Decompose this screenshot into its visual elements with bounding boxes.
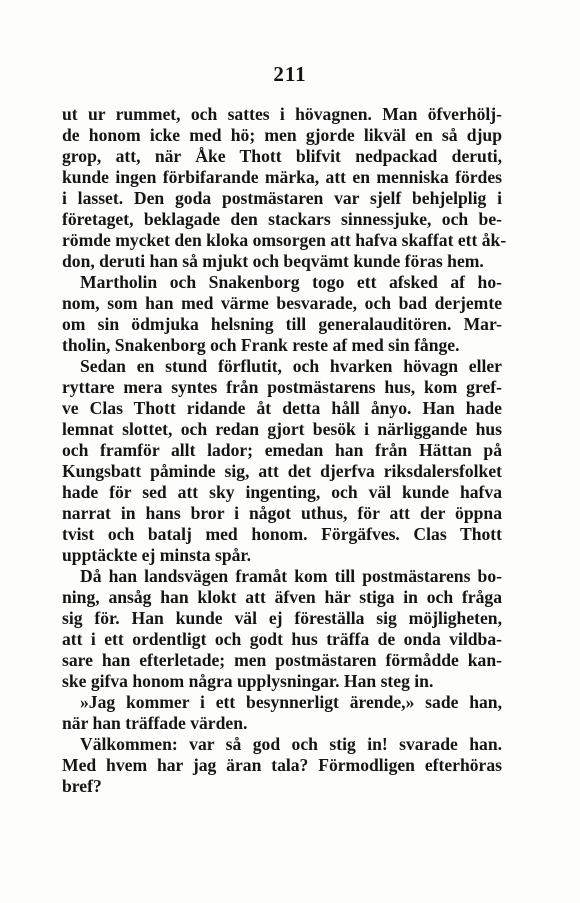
text-line: Välkommen: var så god och stig in! svarade han. [80,734,502,754]
text-line: ut ur rummet, och sattes i hövagnen. Man öfverhölj- [62,104,502,124]
text-line: Martholin och Snakenborg togo ett afsked af ho- [80,272,502,292]
text-line: när han träffade värden. [62,713,248,733]
text-line: ske gifva honom några upplysningar. Han steg in. [62,671,434,691]
text-line: tvist och batalj med honom. Förgäfves. Clas Thott [62,524,502,544]
text-line: Då han landsvägen framåt kom till postmästarens bo- [80,566,502,586]
text-line: att i ett ordentligt och godt hus träffa de onda vildba- [62,629,502,649]
text-line: Med hvem har jag äran tala? Förmodligen efterhöras [62,755,502,775]
text-line: grop, att, när Åke Thott blifvit nedpackad deruti, [62,146,502,166]
text-line: ve Clas Thott ridande åt detta håll ånyo. Han hade [62,398,502,418]
text-line: de honom icke med hö; men gjorde likväl en så djup [62,125,502,145]
text-line: bref? [62,776,102,796]
text-line: Sedan en stund förflutit, och hvarken hövagn eller [80,356,502,376]
text-line: sig för. Han kunde väl ej föreställa sig möjligheten, [62,608,502,628]
text-line: lemnat slottet, och redan gjort besök i närliggande hus [62,419,502,439]
page-number: 211 [273,62,307,86]
text-line: römde mycket den kloka omsorgen att hafva skaffat ett åk- [62,230,507,250]
text-line: don, deruti han så mjukt och beqvämt kunde föras hem. [62,251,484,271]
text-line: Kungsbatt påminde sig, att det djerfva riksdalersfolket [62,461,502,481]
body-text [62,104,507,797]
text-line: hade för sed att sky ingenting, och väl kunde hafva [62,482,502,502]
text-line: ryttare mera syntes från postmästarens hus, kom gref- [62,377,502,397]
text-line: »Jag kommer i ett besynnerligt ärende,» sade han, [80,692,502,712]
text-line: nom, som han med värme besvarade, och bad derjemte [62,293,502,313]
text-line: upptäckte ej minsta spår. [62,545,251,565]
text-line: kunde ingen förbifarande märka, att en menniska fördes [62,167,502,187]
text-line: företaget, beklagade den stackars sinnessjuke, och be- [62,209,502,229]
text-line: narrat in hans bror i något uthus, för att der öppna [62,503,502,523]
text-line: sare han efterletade; men postmästaren förmådde kan- [62,650,502,670]
text-line: tholin, Snakenborg och Frank reste af med sin fånge. [62,335,460,355]
text-line: ning, ansåg han klokt att äfven här stiga in och fråga [62,587,502,607]
text-line: om sin ödmjuka helsning till generalauditören. Mar- [62,314,502,334]
text-line: i lasset. Den goda postmästaren var sjelf behjelplig i [62,188,502,208]
text-line: och framför allt lador; emedan han från Hättan på [62,440,502,460]
